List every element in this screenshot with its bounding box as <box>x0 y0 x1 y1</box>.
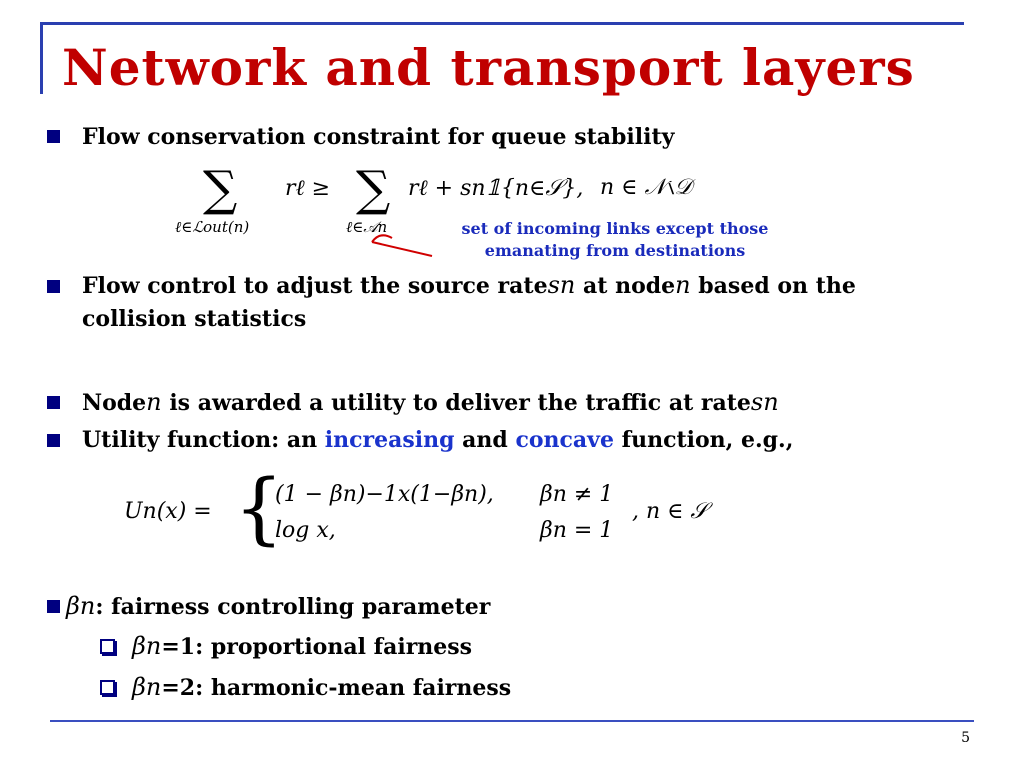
bullet-square-icon <box>47 600 60 613</box>
sum-symbol-rhs: ∑ <box>356 161 391 217</box>
symbol-n: n <box>146 388 162 416</box>
symbol-s-n: sn <box>750 388 779 416</box>
bullet-fairness-parameter <box>66 592 490 620</box>
bullet-square-icon <box>47 434 60 447</box>
sum-lhs-subscript: ℓ∈ℒout(n) <box>175 218 250 236</box>
sum-symbol-lhs: ∑ <box>203 161 238 217</box>
bullet-square-icon <box>47 280 60 293</box>
case-1-expression: (1 − βn)−1x(1−βn), <box>275 482 494 507</box>
lhs-term: rℓ ≥ <box>285 176 331 201</box>
bottom-rule <box>50 720 974 722</box>
annotation-line-1: set of incoming links except those <box>461 219 769 238</box>
bullet-flow-control-text: Flow control to adjust the source rate <box>82 273 548 299</box>
bullet-utility-post: function, e.g., <box>621 427 794 453</box>
bullet-flow-control <box>82 271 856 299</box>
symbol-beta-n: βn <box>132 632 162 660</box>
annotation-note <box>443 218 787 262</box>
page-number: 5 <box>961 730 970 746</box>
bullet-square-icon <box>47 130 60 143</box>
sub-bullet-harmonic <box>132 673 511 701</box>
symbol-beta-n: βn <box>66 592 96 620</box>
bullet-utility-and: and <box>462 427 508 453</box>
top-rule <box>40 22 964 25</box>
rhs-term: rℓ + sn𝟙{n∈𝒮}, <box>408 176 584 201</box>
annotation-line-2: emanating from destinations <box>484 241 746 260</box>
utility-lhs: Un(x) = <box>124 499 212 524</box>
sum-rhs-subscript: ℓ∈𝒜n <box>346 218 388 236</box>
bullet-utility-function <box>82 427 793 453</box>
bullet-node-utility-pre: Node <box>82 390 147 416</box>
bullet-fairness-text: : fairness controlling parameter <box>95 594 491 620</box>
bullet-node-utility <box>82 388 779 416</box>
bullet-flow-conservation: Flow conservation constraint for queue stability <box>82 124 675 150</box>
symbol-n: n <box>675 271 691 299</box>
symbol-beta-n: βn <box>132 673 162 701</box>
bullet-flow-control-mid: at node <box>583 273 676 299</box>
sub-bullet-harmonic-text: =2: harmonic-mean fairness <box>161 675 512 701</box>
case-2-condition: βn = 1 <box>540 518 614 543</box>
left-rule <box>40 22 43 94</box>
symbol-s-n: sn <box>547 271 576 299</box>
highlight-increasing: increasing <box>324 427 455 453</box>
sub-bullet-box-icon <box>100 680 115 695</box>
utility-domain: , n ∈ 𝒮 <box>632 499 708 524</box>
bullet-node-utility-post: is awarded a utility to deliver the traffic at rate <box>169 390 751 416</box>
case-1-condition: βn ≠ 1 <box>540 482 614 507</box>
highlight-concave: concave <box>515 427 614 453</box>
sub-bullet-proportional-text: =1: proportional fairness <box>161 634 473 660</box>
bullet-flow-control-post: based on the <box>698 273 856 299</box>
equation-domain: n ∈ 𝒩∖𝒟 <box>600 175 692 200</box>
slide-title: Network and transport layers <box>62 38 915 97</box>
bullet-flow-control-line2: collision statistics <box>82 306 307 332</box>
bullet-square-icon <box>47 396 60 409</box>
annotation-marker-icon <box>360 228 440 262</box>
case-brace: { <box>234 464 284 554</box>
case-2-expression: log x, <box>275 518 336 543</box>
bullet-utility-pre: Utility function: an <box>82 427 318 453</box>
sub-bullet-proportional <box>132 632 472 660</box>
sub-bullet-box-icon <box>100 639 115 654</box>
